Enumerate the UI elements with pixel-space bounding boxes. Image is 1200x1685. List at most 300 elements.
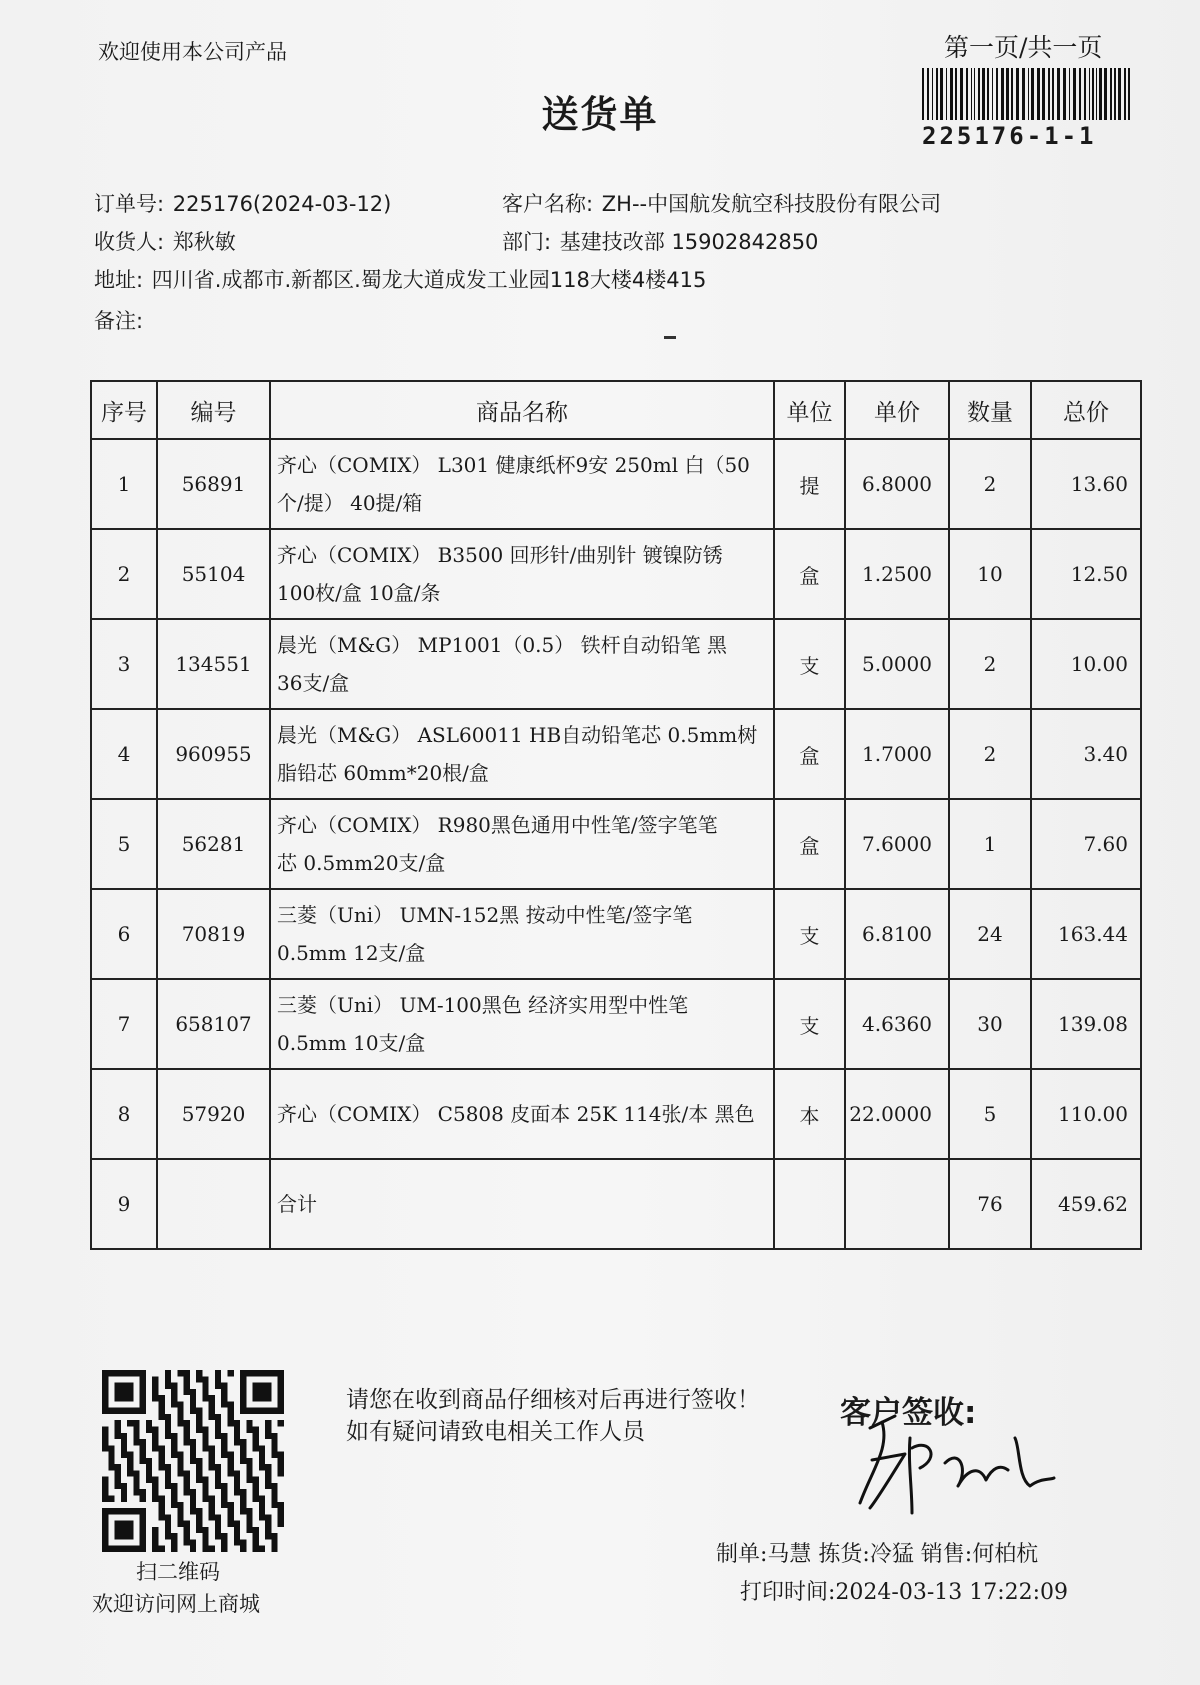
order-number: [94, 188, 391, 218]
qr-caption-scan: 扫二维码: [136, 1560, 220, 1584]
cell-total: 110.00: [1031, 1069, 1141, 1159]
header-code: 编号: [157, 381, 270, 439]
qr-module: [177, 1408, 183, 1414]
qr-module: [246, 1426, 252, 1432]
qr-module: [221, 1546, 227, 1552]
qr-module: [234, 1533, 240, 1539]
qr-module: [190, 1439, 196, 1445]
qr-module: [240, 1539, 246, 1545]
qr-module: [108, 1452, 114, 1458]
qr-module: [202, 1483, 208, 1489]
qr-module: [253, 1433, 259, 1439]
header-qty: 数量: [949, 381, 1031, 439]
qr-module: [271, 1546, 277, 1552]
qr-module: [177, 1470, 183, 1476]
table-row: [91, 619, 1141, 709]
cell-code: 57920: [157, 1069, 270, 1159]
qr-module: [190, 1452, 196, 1458]
name-line-2: 100枚/盒 10盒/条: [277, 581, 441, 605]
qr-module: [115, 1521, 134, 1540]
qr-module: [215, 1426, 221, 1432]
qr-module: [209, 1452, 215, 1458]
qr-module: [259, 1445, 265, 1451]
name-line-2: 个/提） 40提/箱: [277, 491, 423, 515]
qr-module: [190, 1546, 196, 1552]
qr-module: [202, 1546, 208, 1552]
qr-module: [140, 1489, 146, 1495]
qr-module: [259, 1452, 265, 1458]
cell-price: 6.8000: [845, 439, 949, 529]
qr-module: [152, 1383, 158, 1389]
table-total-row: [91, 1159, 1141, 1249]
qr-module: [152, 1477, 158, 1483]
qr-module: [146, 1420, 152, 1426]
qr-module: [171, 1452, 177, 1458]
qr-module: [228, 1521, 234, 1527]
ink-mark: [664, 336, 676, 339]
qr-module: [253, 1483, 259, 1489]
qr-module: [265, 1433, 271, 1439]
qr-module: [184, 1433, 190, 1439]
qr-module: [177, 1370, 183, 1376]
qr-module: [209, 1502, 215, 1508]
qr-module: [202, 1439, 208, 1445]
qr-module: [177, 1414, 183, 1420]
qr-module: [177, 1458, 183, 1464]
qr-module: [184, 1389, 190, 1395]
qr-module: [196, 1527, 202, 1533]
department: [502, 226, 818, 256]
qr-module: [246, 1458, 252, 1464]
qr-module: [234, 1420, 240, 1426]
cell-total: 12.50: [1031, 529, 1141, 619]
qr-module: [240, 1496, 246, 1502]
qr-module: [108, 1445, 114, 1451]
qr-module: [171, 1546, 177, 1552]
qr-module: [215, 1383, 221, 1389]
qr-module: [152, 1533, 158, 1539]
qr-module: [184, 1533, 190, 1539]
name-line-2: 芯 0.5mm20支/盒: [277, 851, 446, 875]
cell-code: 56281: [157, 799, 270, 889]
qr-module: [246, 1470, 252, 1476]
qr-module: [221, 1452, 227, 1458]
qr-module: [240, 1502, 246, 1508]
barcode-number: 225176-1-1: [922, 122, 1097, 150]
qr-module: [265, 1483, 271, 1489]
qr-module: [221, 1539, 227, 1545]
qr-module: [127, 1452, 133, 1458]
cell-no: 2: [91, 529, 157, 619]
qr-module: [221, 1483, 227, 1489]
remark: [94, 305, 145, 335]
qr-module: [215, 1527, 221, 1533]
qr-module: [165, 1426, 171, 1432]
qr-module: [108, 1458, 114, 1464]
qr-module: [171, 1539, 177, 1545]
receiver-value: 郑秋敏: [172, 230, 236, 254]
qr-module: [196, 1408, 202, 1414]
qr-module: [146, 1470, 152, 1476]
qr-module: [202, 1477, 208, 1483]
qr-module: [196, 1477, 202, 1483]
cell-code: 56891: [157, 439, 270, 529]
qr-module: [152, 1395, 158, 1401]
qr-module: [221, 1489, 227, 1495]
qr-module: [184, 1370, 190, 1376]
qr-module: [228, 1464, 234, 1470]
qr-module: [271, 1496, 277, 1502]
qr-module: [209, 1508, 215, 1514]
qr-module: [165, 1414, 171, 1420]
name-line-1: 三菱（Uni） UMN-152黑 按动中性笔/签字笔: [277, 903, 693, 927]
qr-module: [221, 1395, 227, 1401]
qr-module: [152, 1489, 158, 1495]
qr-module: [228, 1401, 234, 1407]
cell-qty: 10: [949, 529, 1031, 619]
order-label: 订单号:: [94, 192, 165, 216]
qr-module: [184, 1521, 190, 1527]
qr-module: [202, 1496, 208, 1502]
qr-module: [152, 1496, 158, 1502]
qr-module: [133, 1470, 139, 1476]
dept-label: 部门:: [502, 230, 552, 254]
table-row: [91, 889, 1141, 979]
cell-no: 4: [91, 709, 157, 799]
qr-module: [108, 1496, 114, 1502]
qr-module: [115, 1464, 121, 1470]
qr-module: [234, 1527, 240, 1533]
qr-module: [158, 1408, 164, 1414]
qr-module: [184, 1470, 190, 1476]
qr-module: [190, 1539, 196, 1545]
qr-module: [165, 1483, 171, 1489]
qr-module: [234, 1439, 240, 1445]
qr-module: [133, 1483, 139, 1489]
qr-module: [171, 1445, 177, 1451]
cell-qty: 1: [949, 799, 1031, 889]
qr-module: [234, 1433, 240, 1439]
customer-value: ZH--中国航发航空科技股份有限公司: [601, 192, 942, 216]
qr-module: [228, 1370, 234, 1376]
qr-module: [221, 1433, 227, 1439]
qr-module: [253, 1383, 272, 1402]
qr-module: [265, 1464, 271, 1470]
qr-module: [246, 1521, 252, 1527]
qr-module: [165, 1514, 171, 1520]
qr-module: [278, 1452, 284, 1458]
header-unit: 单位: [774, 381, 845, 439]
qr-module: [115, 1470, 121, 1476]
qr-module: [102, 1489, 108, 1495]
header-total: 总价: [1031, 381, 1141, 439]
table-row: [91, 439, 1141, 529]
qr-module: [158, 1458, 164, 1464]
address: [94, 264, 706, 294]
qr-module: [253, 1439, 259, 1445]
cell-price: [845, 1159, 949, 1249]
cell-name: [270, 1159, 774, 1249]
qr-module: [115, 1477, 121, 1483]
cell-no: 8: [91, 1069, 157, 1159]
qr-module: [253, 1489, 259, 1495]
qr-module: [171, 1533, 177, 1539]
cell-no: 7: [91, 979, 157, 1069]
print-time: 打印时间:2024-03-13 17:22:09: [740, 1580, 1069, 1605]
qr-module: [265, 1420, 271, 1426]
cell-code: 70819: [157, 889, 270, 979]
qr-module: [196, 1420, 202, 1426]
name-line-2: 0.5mm 10支/盒: [277, 1031, 426, 1055]
qr-module: [209, 1401, 215, 1407]
items-table: [90, 380, 1142, 1250]
table-row: [91, 529, 1141, 619]
qr-module: [140, 1458, 146, 1464]
qr-module: [177, 1452, 183, 1458]
qr-module: [158, 1395, 164, 1401]
qr-module: [215, 1477, 221, 1483]
qr-module: [196, 1470, 202, 1476]
qr-module: [152, 1433, 158, 1439]
qr-module: [196, 1426, 202, 1432]
qr-module: [271, 1502, 277, 1508]
qr-module: [190, 1389, 196, 1395]
qr-module: [278, 1502, 284, 1508]
qr-module: [253, 1477, 259, 1483]
qr-module: [196, 1521, 202, 1527]
qr-module: [115, 1383, 134, 1402]
cell-price: 1.7000: [845, 709, 949, 799]
qr-module: [259, 1508, 265, 1514]
qr-module: [259, 1464, 265, 1470]
qr-module: [140, 1439, 146, 1445]
cell-code: 658107: [157, 979, 270, 1069]
qr-module: [221, 1445, 227, 1451]
qr-module: [171, 1389, 177, 1395]
cell-qty: 2: [949, 709, 1031, 799]
qr-module: [184, 1483, 190, 1489]
qr-code: [102, 1370, 284, 1552]
qr-module: [165, 1420, 171, 1426]
qr-module: [171, 1383, 177, 1389]
qr-module: [209, 1514, 215, 1520]
qr-module: [158, 1502, 164, 1508]
qr-module: [102, 1445, 108, 1451]
table-row: [91, 709, 1141, 799]
qr-module: [240, 1489, 246, 1495]
qr-module: [209, 1445, 215, 1451]
qr-module: [202, 1389, 208, 1395]
qr-module: [271, 1533, 277, 1539]
cell-name: [270, 1069, 774, 1159]
qr-module: [246, 1527, 252, 1533]
qr-module: [253, 1445, 259, 1451]
qr-module: [121, 1452, 127, 1458]
cell-unit: 提: [774, 439, 845, 529]
qr-module: [177, 1521, 183, 1527]
qr-module: [196, 1514, 202, 1520]
qr-module: [278, 1521, 284, 1527]
qr-module: [165, 1527, 171, 1533]
staff-info: 制单:马慧 拣货:冷猛 销售:何柏杭: [716, 1542, 1039, 1567]
qr-module: [265, 1533, 271, 1539]
cell-total: 459.62: [1031, 1159, 1141, 1249]
qr-module: [121, 1483, 127, 1489]
cell-qty: 2: [949, 439, 1031, 529]
qr-module: [228, 1502, 234, 1508]
header-price: 单价: [845, 381, 949, 439]
qr-module: [265, 1514, 271, 1520]
qr-module: [215, 1514, 221, 1520]
qr-module: [152, 1426, 158, 1432]
name-line-2: 脂铅芯 60mm*20根/盒: [277, 761, 489, 785]
cell-price: 1.2500: [845, 529, 949, 619]
qr-module: [102, 1496, 108, 1502]
qr-module: [221, 1439, 227, 1445]
qr-module: [246, 1477, 252, 1483]
qr-module: [121, 1439, 127, 1445]
cell-unit: 支: [774, 889, 845, 979]
qr-module: [265, 1477, 271, 1483]
cell-unit: 本: [774, 1069, 845, 1159]
qr-module: [234, 1426, 240, 1432]
qr-module: [184, 1439, 190, 1445]
qr-module: [158, 1546, 164, 1552]
cell-code: 55104: [157, 529, 270, 619]
qr-module: [190, 1496, 196, 1502]
customer-signature-label: 客户签收:: [840, 1395, 977, 1431]
qr-module: [146, 1458, 152, 1464]
qr-module: [240, 1452, 246, 1458]
receiver-label: 收货人:: [94, 230, 165, 254]
qr-module: [177, 1514, 183, 1520]
qr-module: [215, 1433, 221, 1439]
name-line-1: 齐心（COMIX） B3500 回形针/曲别针 镀镍防锈: [277, 543, 723, 567]
qr-module: [228, 1458, 234, 1464]
qr-module: [265, 1470, 271, 1476]
qr-module: [228, 1414, 234, 1420]
qr-module: [253, 1527, 259, 1533]
sign-notice: 请您在收到商品仔细核对后再进行签收！如有疑问请致电相关工作人员: [346, 1387, 760, 1445]
cell-name: [270, 889, 774, 979]
qr-module: [190, 1489, 196, 1495]
qr-module: [184, 1376, 190, 1382]
cell-no: 1: [91, 439, 157, 529]
handwritten-signature: [850, 1408, 1060, 1528]
qr-module: [184, 1527, 190, 1533]
qr-module: [209, 1414, 215, 1420]
qr-module: [165, 1477, 171, 1483]
qr-module: [215, 1420, 221, 1426]
qr-module: [133, 1489, 139, 1495]
qr-module: [146, 1464, 152, 1470]
qr-module: [196, 1370, 202, 1376]
name-line-1: 晨光（M&G） MP1001（0.5） 铁杆自动铅笔 黑: [277, 633, 727, 657]
qr-module: [240, 1458, 246, 1464]
qr-module: [190, 1395, 196, 1401]
qr-module: [184, 1477, 190, 1483]
cell-price: 6.8100: [845, 889, 949, 979]
address-value: 四川省.成都市.新都区.蜀龙大道成发工业园118大楼4楼415: [151, 268, 707, 292]
cell-total: 10.00: [1031, 619, 1141, 709]
qr-module: [234, 1477, 240, 1483]
qr-module: [177, 1502, 183, 1508]
qr-module: [215, 1370, 221, 1376]
cell-code: 960955: [157, 709, 270, 799]
cell-price: 4.6360: [845, 979, 949, 1069]
cell-unit: 支: [774, 979, 845, 1069]
qr-module: [265, 1527, 271, 1533]
cell-no: 9: [91, 1159, 157, 1249]
qr-module: [228, 1470, 234, 1476]
qr-module: [146, 1426, 152, 1432]
qr-module: [246, 1464, 252, 1470]
qr-module: [246, 1514, 252, 1520]
qr-module: [234, 1483, 240, 1489]
qr-module: [221, 1389, 227, 1395]
qr-module: [202, 1433, 208, 1439]
qr-module: [253, 1426, 259, 1432]
page-indicator: 第一页/共一页: [944, 33, 1103, 62]
qr-module: [190, 1445, 196, 1451]
cell-qty: 2: [949, 619, 1031, 709]
qr-module: [196, 1376, 202, 1382]
qr-module: [271, 1445, 277, 1451]
dept-value: 基建技改部 15902842850: [559, 230, 819, 254]
qr-module: [215, 1464, 221, 1470]
qr-module: [121, 1489, 127, 1495]
qr-module: [196, 1464, 202, 1470]
qr-module: [202, 1539, 208, 1545]
name-line-2: 36支/盒: [277, 671, 350, 695]
qr-module: [152, 1389, 158, 1395]
qr-module: [171, 1433, 177, 1439]
qr-module: [102, 1433, 108, 1439]
qr-module: [108, 1464, 114, 1470]
qr-module: [165, 1376, 171, 1382]
qr-module: [190, 1502, 196, 1508]
qr-module: [196, 1458, 202, 1464]
qr-module: [184, 1539, 190, 1545]
qr-module: [190, 1408, 196, 1414]
qr-module: [177, 1420, 183, 1426]
qr-module: [102, 1477, 108, 1483]
qr-module: [253, 1496, 259, 1502]
cell-qty: 5: [949, 1069, 1031, 1159]
name-line-1: 三菱（Uni） UM-100黑色 经济实用型中性笔: [277, 993, 689, 1017]
cell-unit: 盒: [774, 799, 845, 889]
qr-module: [133, 1439, 139, 1445]
qr-module: [259, 1496, 265, 1502]
qr-module: [190, 1458, 196, 1464]
qr-module: [196, 1508, 202, 1514]
qr-module: [278, 1514, 284, 1520]
table-row: [91, 979, 1141, 1069]
address-label: 地址:: [94, 268, 144, 292]
cell-name: [270, 619, 774, 709]
qr-module: [234, 1470, 240, 1476]
qr-module: [221, 1383, 227, 1389]
qr-module: [259, 1546, 265, 1552]
qr-module: [177, 1401, 183, 1407]
welcome-text: 欢迎使用本公司产品: [98, 40, 287, 64]
cell-unit: 支: [774, 619, 845, 709]
qr-module: [158, 1414, 164, 1420]
qr-module: [165, 1370, 171, 1376]
qr-module: [271, 1439, 277, 1445]
cell-code: [157, 1159, 270, 1249]
qr-module: [253, 1546, 259, 1552]
